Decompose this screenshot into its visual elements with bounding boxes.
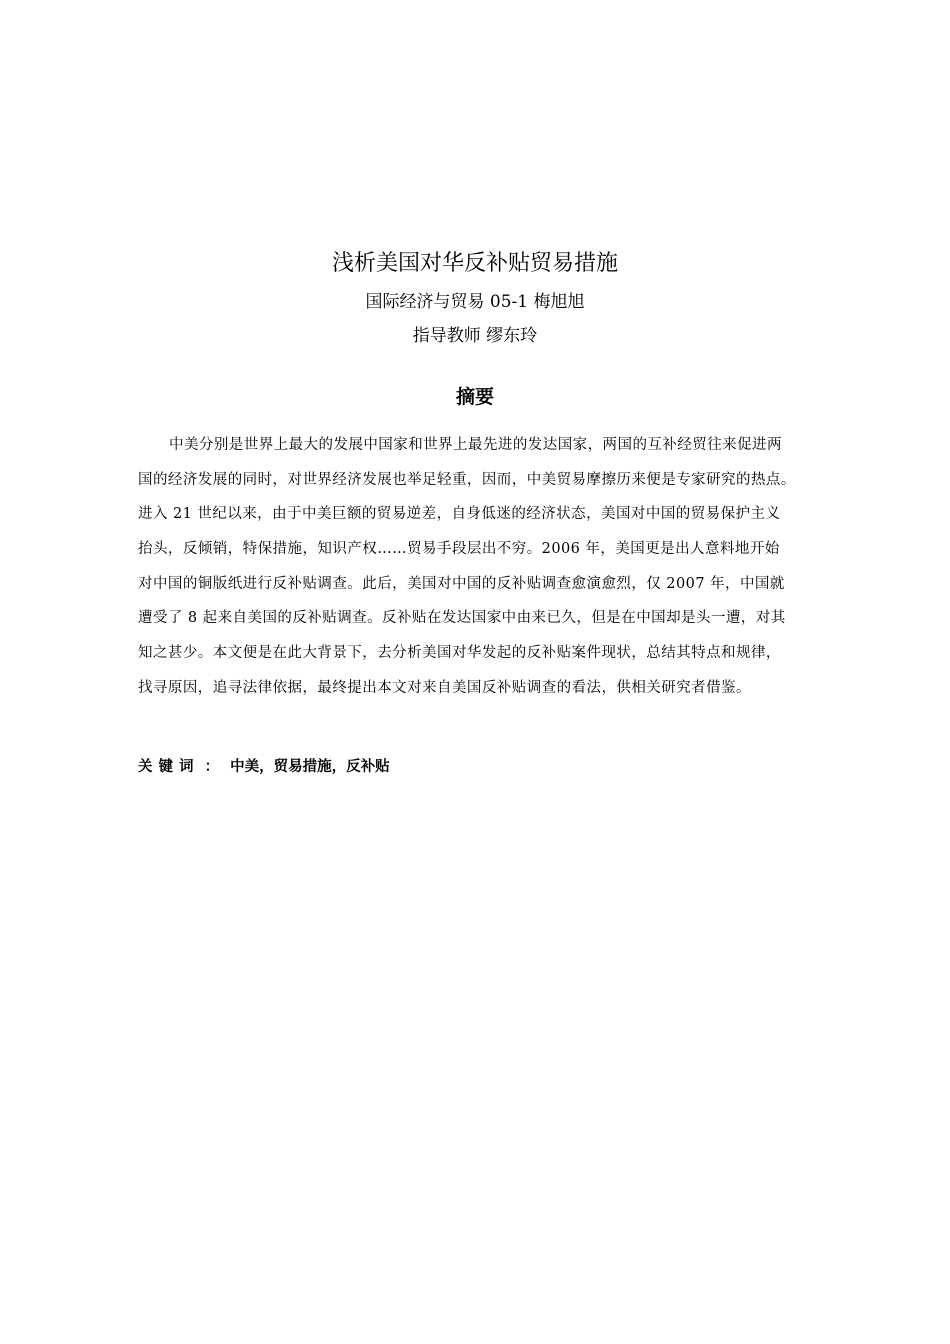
keywords-value: 中美，贸易措施，反补贴 xyxy=(230,759,390,775)
keywords-line xyxy=(138,754,390,780)
author-line: 国际经济与贸易 05-1 梅旭旭 xyxy=(365,292,585,312)
abstract-line: 国的经济发展的同时，对世界经济发展也举足轻重，因而，中美贸易摩擦历来便是专家研究的热点。 xyxy=(138,471,796,488)
keywords-label: 关键词 xyxy=(138,759,200,775)
paper-title: 浅析美国对华反补贴贸易措施 xyxy=(331,251,618,276)
abstract-line: 知之甚少。本文便是在此大背景下，去分析美国对华发起的反补贴案件现状，总结其特点和规律， xyxy=(138,645,781,662)
abstract-line: 抬头，反倾销，特保措施，知识产权……贸易手段层出不穷。2006 年，美国更是出人意料地开始 xyxy=(138,541,780,558)
abstract-line: 进入 21 世纪以来，由于中美巨额的贸易逆差，自身低迷的经济状态，美国对中国的贸易保护主义 xyxy=(138,506,781,523)
abstract-line: 中美分别是世界上最大的发展中国家和世界上最先进的发达国家，两国的互补经贸往来促进两 xyxy=(169,437,782,453)
abstract-line: 遭受了 8 起来自美国的反补贴调查。反补贴在发达国家中由来已久，但是在中国却是头一遭，对其 xyxy=(138,610,786,627)
abstract-line: 对中国的铜版纸进行反补贴调查。此后，美国对中国的反补贴调查愈演愈烈，仅 2007 年，中国就 xyxy=(138,575,785,592)
abstract-heading: 摘要 xyxy=(455,386,494,408)
abstract-line: 找寻原因，追寻法律依据，最终提出本文对来自美国反补贴调查的看法，供相关研究者借鉴。 xyxy=(138,679,751,696)
abstract-body xyxy=(138,428,878,706)
keywords-separator: ： xyxy=(204,759,220,775)
advisor-line: 指导教师 缪东玲 xyxy=(412,326,538,346)
